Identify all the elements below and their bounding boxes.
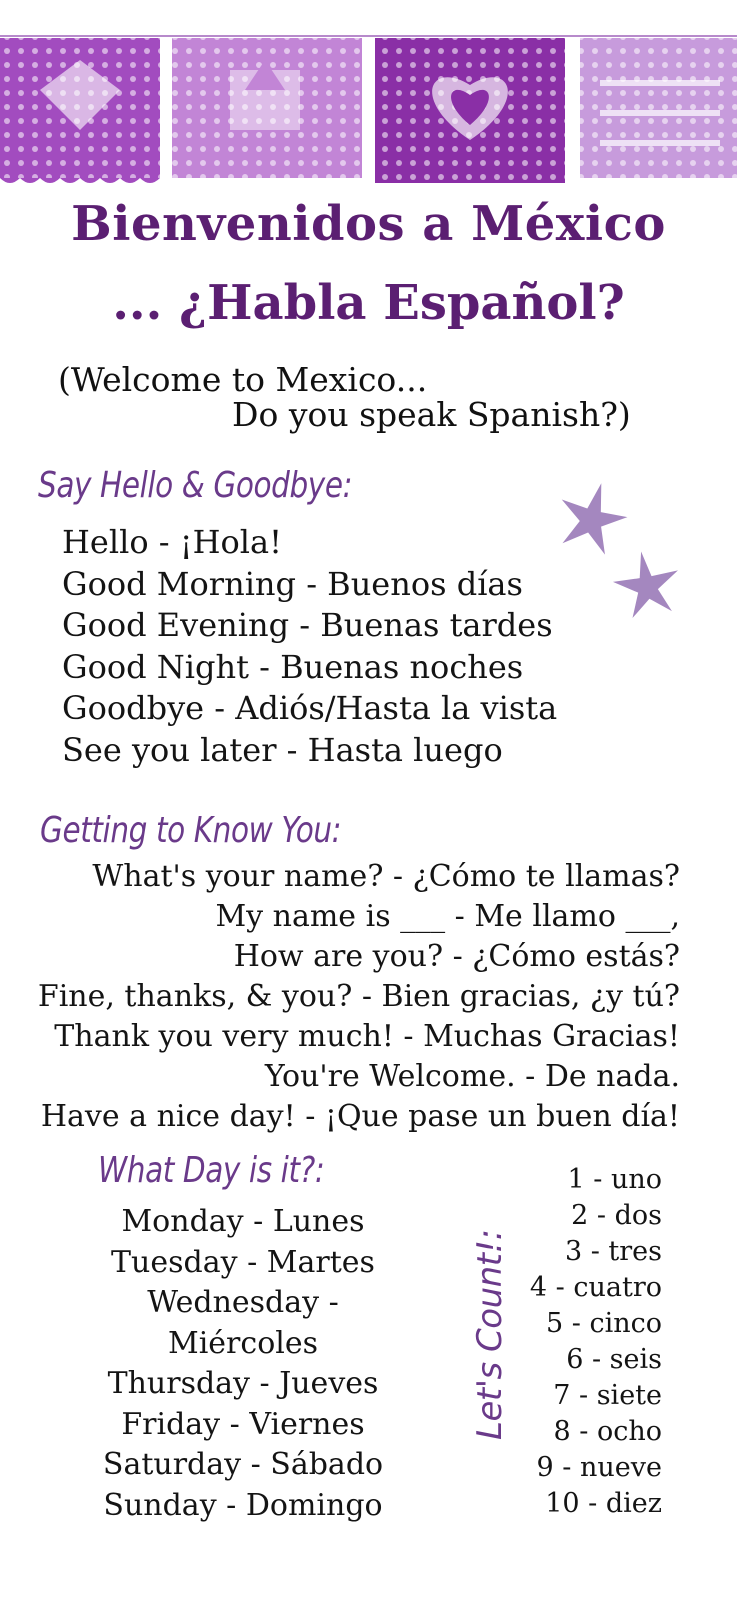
list-item: Sunday - Domingo [103, 1487, 383, 1523]
list-item: Fine, thanks, & you? - Bien gracias, ¿y tú? [37, 979, 680, 1014]
list-item: Goodbye - Adiós/Hasta la vista [62, 689, 558, 727]
getting-to-know-heading: Getting to Know You: [40, 810, 342, 851]
translation-line-1: (Welcome to Mexico... [58, 360, 428, 399]
list-item: Thank you very much! - Muchas Gracias! [54, 1019, 680, 1054]
list-item: Thursday - Jueves [107, 1366, 379, 1401]
starfish-icon [607, 545, 687, 625]
list-item: 5 - cinco [546, 1308, 662, 1339]
greetings-list [62, 522, 557, 771]
list-item: What's your name? - ¿Cómo te llamas? [92, 859, 680, 894]
banner-flag-2 [172, 38, 362, 178]
list-item: 7 - siete [553, 1380, 662, 1411]
list-item: My name is ___ - Me llamo ___, [215, 899, 680, 934]
list-item: 4 - cuatro [529, 1272, 662, 1303]
list-item: Friday - Viernes [121, 1406, 365, 1442]
banner-flag-4 [580, 38, 737, 178]
list-item: 6 - seis [566, 1344, 662, 1375]
count-heading: Let's Count!: [470, 1229, 510, 1440]
list-item: You're Welcome. - De nada. [264, 1059, 680, 1094]
banner-flag-3 [375, 38, 565, 183]
list-item: 3 - tres [564, 1236, 662, 1267]
page-title: Bienvenidos a México [71, 196, 666, 252]
list-item: Monday - Lunes [121, 1204, 365, 1239]
translation-line-2: Do you speak Spanish?) [232, 395, 631, 434]
list-item: Wednesday - [147, 1285, 339, 1320]
list-item: Good Evening - Buenas tardes [62, 606, 553, 644]
list-item: 2 - dos [571, 1200, 662, 1231]
list-item: Saturday - Sábado [102, 1447, 384, 1482]
list-item: Good Night - Buenas noches [62, 647, 524, 686]
numbers-list [530, 1162, 662, 1522]
list-item: Have a nice day! - ¡Que pase un buen día! [40, 1099, 680, 1134]
page-subtitle: ... ¿Habla Español? [112, 275, 625, 331]
list-item: 8 - ocho [553, 1416, 662, 1447]
list-item: 10 - diez [545, 1488, 662, 1519]
list-item: 1 - uno [567, 1164, 662, 1195]
phrases-list [38, 857, 680, 1137]
days-list [88, 1202, 398, 1526]
papel-picado-banner [0, 30, 737, 190]
list-item: See you later - Hasta luego [62, 730, 503, 769]
banner-flag-1 [0, 38, 160, 183]
list-item: Good Morning - Buenos días [62, 564, 523, 603]
list-item: Miércoles [167, 1325, 318, 1361]
greetings-heading: Say Hello & Goodbye: [38, 465, 353, 506]
list-item: How are you? - ¿Cómo estás? [233, 939, 680, 974]
list-item: Hello - ¡Hola! [62, 523, 282, 561]
list-item: 9 - nueve [536, 1452, 662, 1483]
list-item: Tuesday - Martes [111, 1244, 375, 1280]
days-heading: What Day is it?: [98, 1150, 325, 1191]
